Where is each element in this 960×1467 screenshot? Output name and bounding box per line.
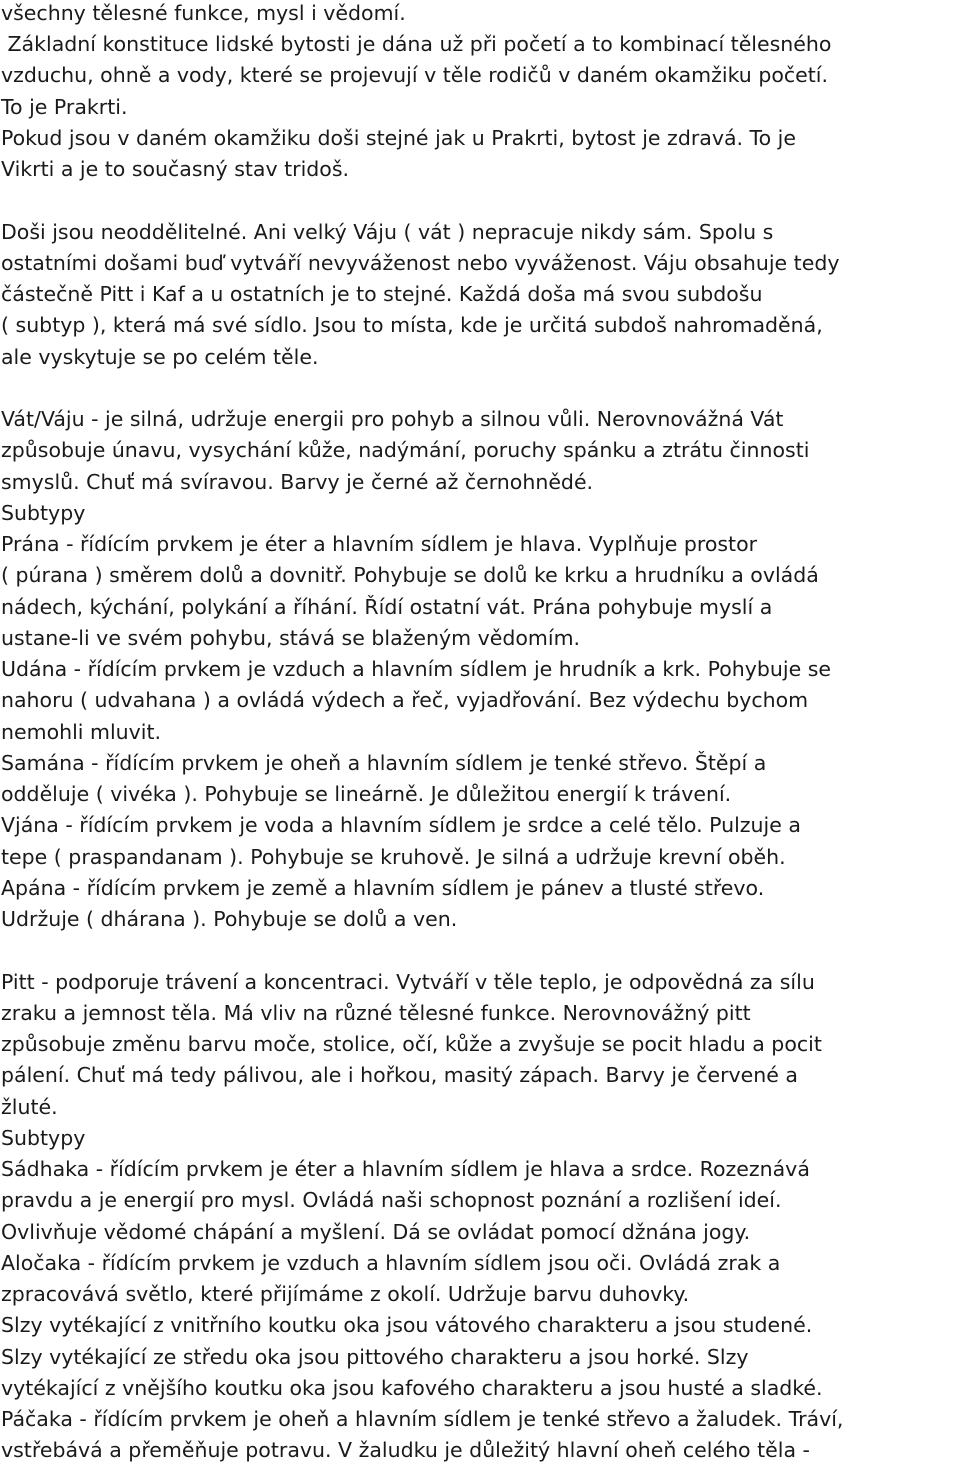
text-line: Slzy vytékající z vnitřního koutku oka jsou vátového charakteru a jsou studené. [1, 1313, 813, 1337]
text-line: Základní konstituce lidské bytosti je dána už při početí a to kombinací tělesného [1, 32, 832, 56]
text-line: pravdu a je energií pro mysl. Ovládá naši schopnost poznání a rozlišení ideí. [1, 1188, 782, 1212]
text-line: vytékající z vnějšího koutku oka jsou kafového charakteru a jsou husté a sladké. [1, 1376, 823, 1400]
text-line: Ovlivňuje vědomé chápání a myšlení. Dá se ovládat pomocí džnána jogy. [1, 1220, 751, 1244]
text-line: Slzy vytékající ze středu oka jsou pittového charakteru a jsou horké. Slzy [1, 1345, 749, 1369]
text-line: žluté. [1, 1095, 58, 1119]
text-line: ( subtyp ), která má své sídlo. Jsou to místa, kde je určitá subdoš nahromaděná, [1, 313, 823, 337]
text-line: Doši jsou neoddělitelné. Ani velký Váju ( vát ) nepracuje nikdy sám. Spolu s [1, 220, 774, 244]
text-line: zpracovává světlo, které přijímáme z okolí. Udržuje barvu duhovky. [1, 1282, 690, 1306]
text-line: Páčaka - řídícím prvkem je oheň a hlavním sídlem je tenké střevo a žaludek. Tráví, [1, 1407, 844, 1431]
text-line: pálení. Chuť má tedy pálivou, ale i hořkou, masitý zápach. Barvy je červené a [1, 1063, 798, 1087]
text-line: všechny tělesné funkce, mysl i vědomí. [1, 1, 406, 25]
text-line: nemohli mluvit. [1, 720, 162, 744]
text-line: Pitt - podporuje trávení a koncentraci. Vytváří v těle teplo, je odpovědná za sílu [1, 970, 815, 994]
text-line: smyslů. Chuť má svíravou. Barvy je černé až černohnědé. [1, 470, 594, 494]
text-line: způsobuje změnu barvu moče, stolice, očí, kůže a zvyšuje se pocit hladu a pocit [1, 1032, 822, 1056]
text-line: Prána - řídícím prvkem je éter a hlavním sídlem je hlava. Vyplňuje prostor [1, 532, 758, 556]
subheading-subtypy: Subtypy [1, 1126, 86, 1150]
text-line: Aločaka - řídícím prvkem je vzduch a hlavním sídlem jsou oči. Ovládá zrak a [1, 1251, 781, 1275]
text-line: vstřebává a přeměňuje potravu. V žaludku je důležitý hlavní oheň celého těla - [1, 1438, 810, 1462]
text-line: nahoru ( udvahana ) a ovládá výdech a řeč, vyjadřování. Bez výdechu bychom [1, 688, 809, 712]
text-line: Vát/Váju - je silná, udržuje energii pro pohyb a silnou vůli. Nerovnovážná Vát [1, 407, 784, 431]
text-line: ( púrana ) směrem dolů a dovnitř. Pohybuje se dolů ke krku a hrudníku a ovládá [1, 563, 819, 587]
text-line: Udána - řídícím prvkem je vzduch a hlavním sídlem je hrudník a krk. Pohybuje se [1, 657, 832, 681]
text-line: Vjána - řídícím prvkem je voda a hlavním sídlem je srdce a celé tělo. Pulzuje a [1, 813, 801, 837]
subheading-subtypy: Subtypy [1, 501, 86, 525]
text-line: Pokud jsou v daném okamžiku doši stejné jak u Prakrti, bytost je zdravá. To je [1, 126, 796, 150]
text-line: Apána - řídícím prvkem je země a hlavním sídlem je pánev a tlusté střevo. [1, 876, 765, 900]
text-line: ostatními došami buď vytváří nevyváženost nebo vyváženost. Váju obsahuje tedy [1, 251, 840, 275]
text-line: ustane-li ve svém pohybu, stává se blaženým vědomím. [1, 626, 581, 650]
text-line: způsobuje únavu, vysychání kůže, nadýmání, poruchy spánku a ztrátu činnosti [1, 438, 810, 462]
text-line: odděluje ( vivéka ). Pohybuje se lineárně. Je důležitou energií k trávení. [1, 782, 732, 806]
text-line: tepe ( praspandanam ). Pohybuje se kruhově. Je silná a udržuje krevní oběh. [1, 845, 786, 869]
text-line: vzduchu, ohně a vody, které se projevují v těle rodičů v daném okamžiku početí. [1, 63, 829, 87]
text-line: Sádhaka - řídícím prvkem je éter a hlavním sídlem je hlava a srdce. Rozeznává [1, 1157, 810, 1181]
text-line: Udržuje ( dhárana ). Pohybuje se dolů a ven. [1, 907, 458, 931]
text-line: Samána - řídícím prvkem je oheň a hlavním sídlem je tenké střevo. Štěpí a [1, 751, 767, 775]
text-line: To je Prakrti. [1, 95, 128, 119]
text-line: zraku a jemnost těla. Má vliv na různé tělesné funkce. Nerovnovážný pitt [1, 1001, 751, 1025]
text-line: ale vyskytuje se po celém těle. [1, 345, 319, 369]
text-line: nádech, kýchání, polykání a říhání. Řídí ostatní vát. Prána pohybuje myslí a [1, 595, 773, 619]
text-line: částečně Pitt i Kaf a u ostatních je to stejné. Každá doša má svou subdošu [1, 282, 763, 306]
text-line: Vikrti a je to současný stav tridoš. [1, 157, 350, 181]
